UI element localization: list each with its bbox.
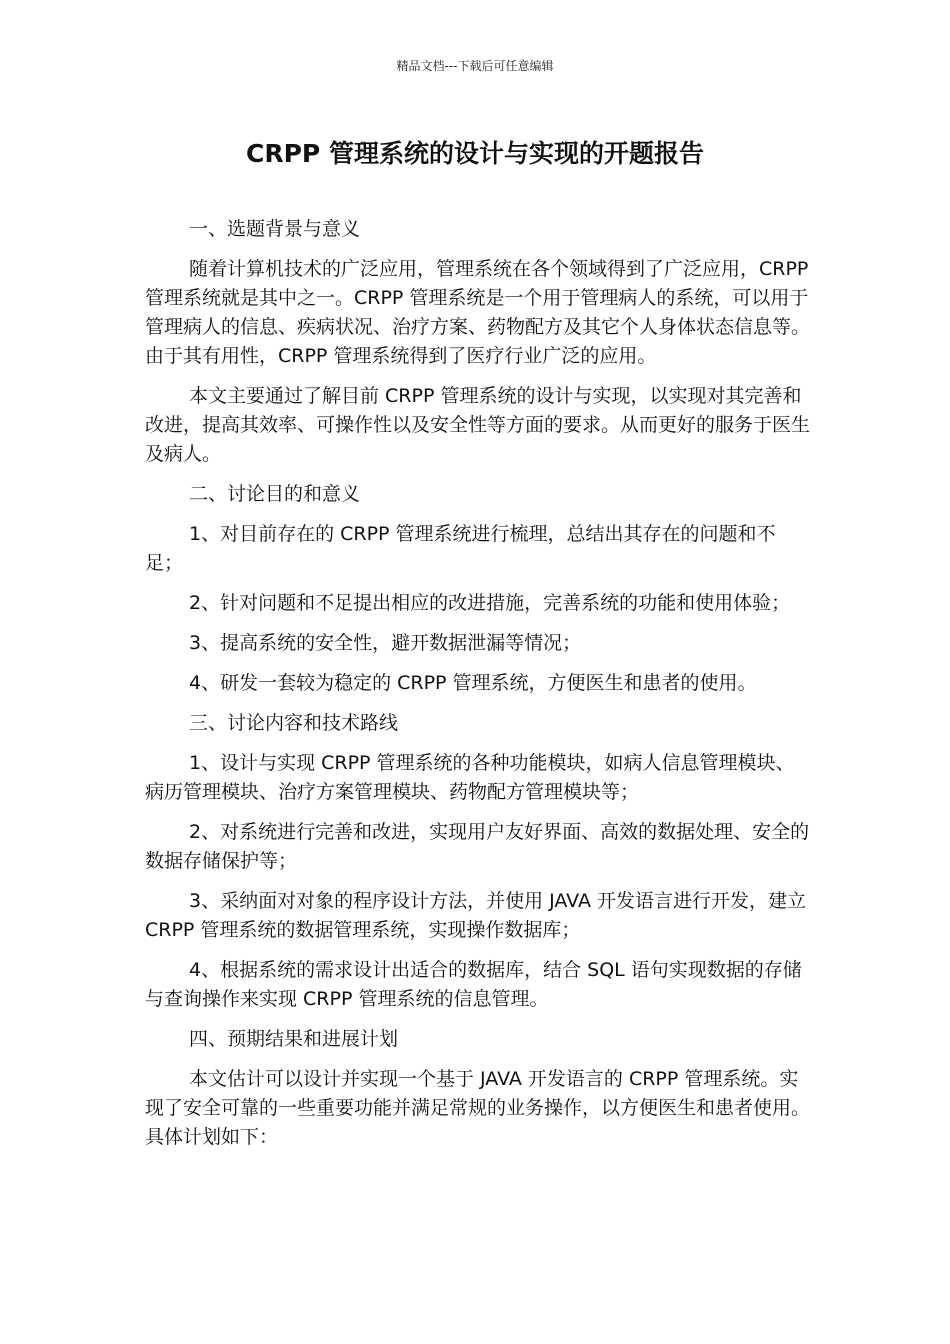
list-item: 4、根据系统的需求设计出适合的数据库，结合 SQL 语句实现数据的存储与查询操作来实现 CRPP 管理系统的信息管理。 xyxy=(145,959,802,1010)
document-title: CRPP 管理系统的设计与实现的开题报告 xyxy=(246,139,704,168)
section-heading-3: 三、讨论内容和技术路线 xyxy=(189,712,399,734)
list-item: 1、设计与实现 CRPP 管理系统的各种功能模块，如病人信息管理模块、病历管理模块、治疗方案管理模块、药物配方管理模块等； xyxy=(145,752,795,803)
document-body xyxy=(145,215,810,1163)
list-item: 1、对目前存在的 CRPP 管理系统进行梳理，总结出其存在的问题和不足； xyxy=(145,523,776,574)
list-item: 2、针对问题和不足提出相应的改进措施，完善系统的功能和使用体验； xyxy=(189,592,791,614)
section-heading-4: 四、预期结果和进展计划 xyxy=(189,1028,399,1050)
section-heading-1: 一、选题背景与意义 xyxy=(189,218,361,240)
paragraph: 随着计算机技术的广泛应用，管理系统在各个领域得到了广泛应用，CRPP 管理系统就是其中之一。CRPP 管理系统是一个用于管理病人的系统，可以用于管理病人的信息、疾病状况、治疗方案、药物配方及其它个人身体状态信息等。由于其有用性，CRPP 管理系统得到了医疗行业广泛的应用。 xyxy=(145,258,811,367)
section-heading-2: 二、讨论目的和意义 xyxy=(189,483,361,505)
paragraph: 本文主要通过了解目前 CRPP 管理系统的设计与实现，以实现对其完善和改进，提高其效率、可操作性以及安全性等方面的要求。从而更好的服务于医生及病人。 xyxy=(145,385,811,465)
list-item: 2、对系统进行完善和改进，实现用户友好界面、高效的数据处理、安全的数据存储保护等； xyxy=(145,821,810,872)
list-item: 3、采纳面对对象的程序设计方法，并使用 JAVA 开发语言进行开发，建立 CRPP 管理系统的数据管理系统，实现操作数据库； xyxy=(145,890,807,941)
list-item: 4、研发一套较为稳定的 CRPP 管理系统，方便医生和患者的使用。 xyxy=(189,672,757,694)
list-item: 3、提高系统的安全性，避开数据泄漏等情况； xyxy=(189,632,582,654)
paragraph: 本文估计可以设计并实现一个基于 JAVA 开发语言的 CRPP 管理系统。实现了安全可靠的一些重要功能并满足常规的业务操作，以方便医生和患者使用。具体计划如下： xyxy=(145,1068,811,1148)
header-note: 精品文档---下载后可任意编辑 xyxy=(396,59,554,73)
